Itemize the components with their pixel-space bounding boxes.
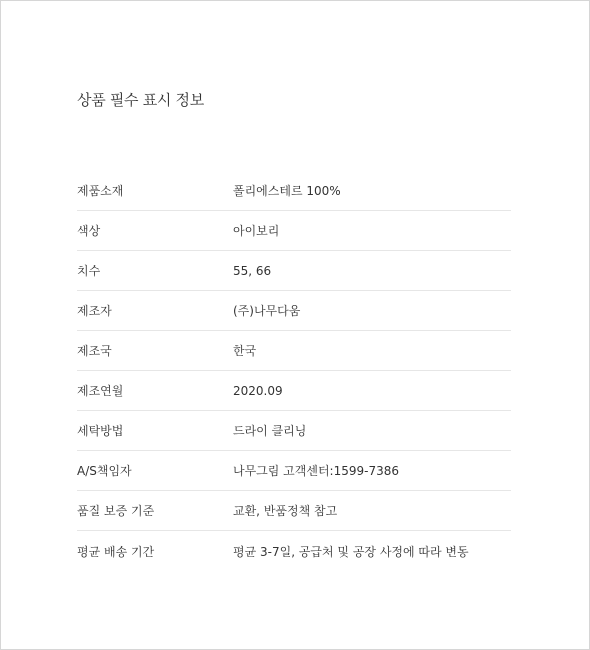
row-label-quality-guarantee: 품질 보증 기준 bbox=[77, 504, 155, 518]
row-value-manufacture-date: 2020.09 bbox=[233, 383, 283, 398]
row-value-as-contact: 나무그림 고객센터:1599-7386 bbox=[233, 464, 400, 478]
table-row bbox=[77, 411, 511, 451]
page-title: 상품 필수 표시 정보 bbox=[77, 91, 204, 109]
table-row bbox=[77, 211, 511, 251]
table-row bbox=[77, 251, 511, 291]
row-value-washing: 드라이 클리닝 bbox=[233, 424, 307, 438]
table-row bbox=[77, 451, 511, 491]
row-label-as-contact: A/S책임자 bbox=[77, 464, 132, 478]
table-row bbox=[77, 371, 511, 411]
row-label-size: 치수 bbox=[77, 264, 101, 278]
row-value-color: 아이보리 bbox=[233, 224, 280, 238]
row-label-delivery-period: 평균 배송 기간 bbox=[77, 544, 155, 559]
row-label-washing: 세탁방법 bbox=[77, 424, 124, 438]
row-label-manufacture-date: 제조연월 bbox=[77, 384, 124, 398]
row-value-country: 한국 bbox=[233, 344, 257, 358]
row-label-material: 제품소재 bbox=[77, 184, 124, 198]
row-label-color: 색상 bbox=[77, 224, 101, 238]
row-value-delivery-period: 평균 3-7일, 공급처 및 공장 사정에 따라 변동 bbox=[233, 544, 469, 559]
row-value-size: 55, 66 bbox=[233, 263, 272, 278]
row-label-country: 제조국 bbox=[77, 344, 112, 358]
table-row bbox=[77, 531, 511, 571]
row-value-quality-guarantee: 교환, 반품정책 참고 bbox=[233, 504, 338, 518]
table-row bbox=[77, 331, 511, 371]
table-row bbox=[77, 491, 511, 531]
table-row bbox=[77, 171, 511, 211]
product-info-table bbox=[77, 171, 511, 571]
row-label-manufacturer: 제조자 bbox=[77, 304, 112, 318]
table-row bbox=[77, 291, 511, 331]
row-value-material: 폴리에스테르 100% bbox=[233, 184, 341, 198]
row-value-manufacturer: (주)나무다움 bbox=[233, 304, 301, 318]
